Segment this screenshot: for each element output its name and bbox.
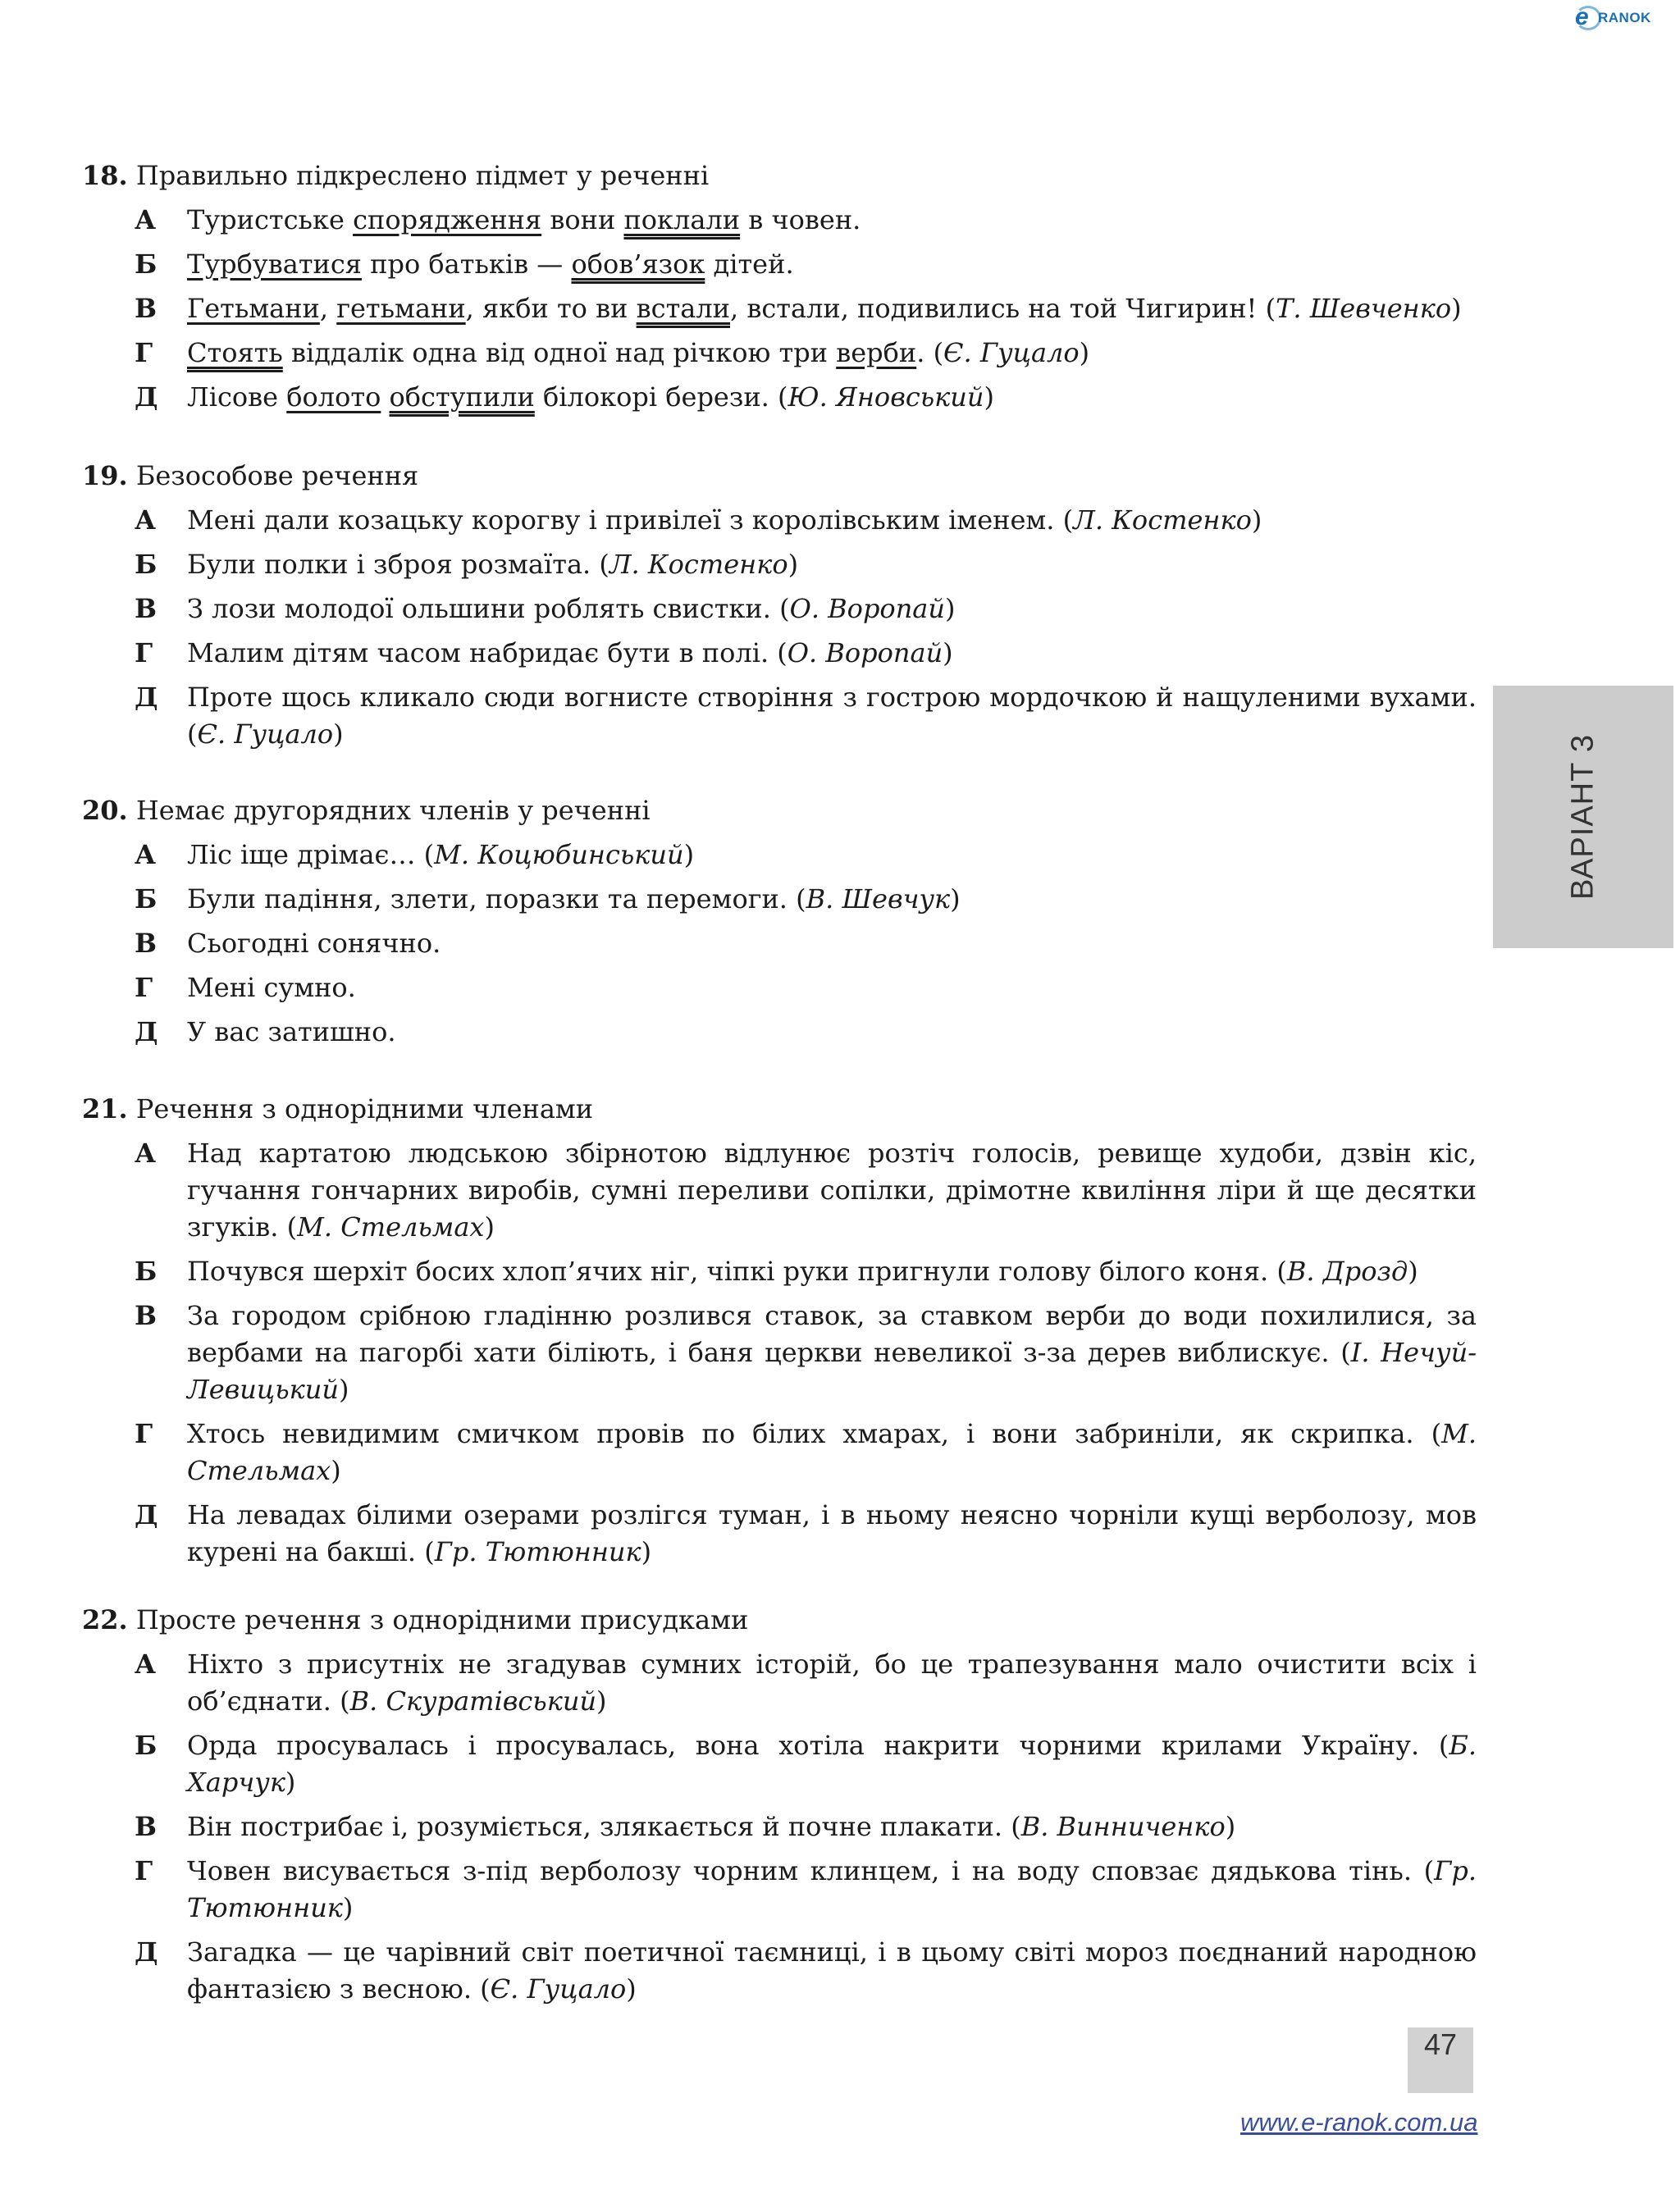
author-name: Гр. Тютюнник (434, 1536, 641, 1567)
option-a[interactable] (82, 502, 1477, 539)
option-c[interactable] (82, 1298, 1477, 1408)
option-text: Ліс іще дрімає… (М. Коцюбинський) (187, 839, 695, 870)
author-name: М. Коцюбинський (434, 839, 684, 870)
author-name: Л. Костенко (1073, 504, 1252, 536)
logo-text: RANOK (1598, 10, 1651, 25)
option-text: Турбуватися про батьків — обов’язок дітей. (187, 249, 794, 280)
option-b[interactable] (82, 1727, 1477, 1801)
option-text: Човен висувається з-під верболозу чорним клинцем, і на воду сповзає дядькова тінь. (Гр. Тютюнник) (187, 1855, 1477, 1923)
option-c[interactable] (82, 1808, 1477, 1845)
author-name: В. Скуратівський (349, 1685, 597, 1717)
option-text: Ніхто з присутніх не згадував сумних історій, бо це трапезування мало очистити всіх і об’єднати. (В. Скуратівський) (187, 1649, 1477, 1717)
question-text: Немає другорядних членів у реченні (135, 795, 651, 826)
option-letter: В (135, 1811, 158, 1842)
option-letter: В (135, 1300, 158, 1331)
author-name: Є. Гуцало (197, 718, 334, 750)
author-name: Є. Гуцало (490, 1973, 627, 2004)
option-letter: Д (135, 1016, 158, 1047)
author-name: Гр. Тютюнник (187, 1855, 1477, 1923)
author-name: О. Воропай (787, 637, 943, 668)
option-text: За городом срібною гладінню розлився ставок, за ставком верби до води похилилися, за вербами на пагорбі хати біліють, і баня церкви невеликої з-за дерев виблискує. (І. Нечуй-Левицький) (187, 1300, 1477, 1405)
author-name: Т. Шевченко (1276, 293, 1452, 324)
question-title (82, 458, 1477, 495)
option-b[interactable] (82, 546, 1477, 583)
option-d[interactable] (82, 1853, 1477, 1927)
question-22 (82, 1602, 1477, 2008)
double-underlined-word: обов’язок (571, 249, 705, 280)
option-letter: В (135, 593, 158, 624)
option-b[interactable] (82, 246, 1477, 283)
option-c[interactable] (82, 591, 1477, 627)
author-name: Ю. Яновський (788, 381, 984, 413)
option-letter: Б (135, 1256, 158, 1287)
variant-label: ВАРІАНТ 3 (1565, 733, 1600, 901)
option-e[interactable] (82, 679, 1477, 753)
author-name: В. Винниченко (1020, 1811, 1226, 1842)
question-title (82, 1602, 1477, 1639)
option-text: Хтось невидимим смичком провів по білих хмарах, і вони забриніли, як скрипка. (М. Стельмах) (187, 1418, 1477, 1486)
option-e[interactable] (82, 1014, 1477, 1051)
option-text: Були полки і зброя розмаїта. (Л. Костенко) (187, 549, 799, 580)
page-number-box (1408, 2027, 1473, 2093)
question-number: 18. (82, 160, 128, 191)
question-20 (82, 792, 1477, 1051)
option-text: Були падіння, злети, поразки та перемоги. (В. Шевчук) (187, 883, 961, 914)
option-letter: Г (135, 1855, 153, 1886)
option-text: Малим дітям часом набридає бути в полі. (О. Воропай) (187, 637, 953, 668)
option-letter: В (135, 928, 158, 959)
publisher-logo (1575, 3, 1673, 28)
option-a[interactable] (82, 202, 1477, 239)
question-number: 22. (82, 1604, 128, 1635)
option-text: У вас затишно. (187, 1016, 396, 1047)
page-number: 47 (1423, 2027, 1458, 2061)
question-19 (82, 458, 1477, 753)
author-name: В. Дрозд (1286, 1256, 1408, 1287)
question-title (82, 157, 1477, 194)
variant-side-tab (1493, 686, 1673, 948)
option-letter: Г (135, 637, 153, 668)
author-name: Л. Костенко (609, 549, 788, 580)
option-d[interactable] (82, 969, 1477, 1006)
option-text: Над картатою людською збірнотою відлунює розтіч голосів, ревище худоби, дзвін кіс, гучання гончарних виробів, сумні переливи сопілки, дрімотне квиління ліри й ще десятки згуків. (М. Стельмах) (187, 1138, 1477, 1243)
question-text: Речення з однорідними членами (135, 1093, 594, 1124)
option-letter: А (135, 504, 157, 536)
option-d[interactable] (82, 1416, 1477, 1489)
option-text: З лози молодої ольшини роблять свистки. (О. Воропай) (187, 593, 956, 624)
option-letter: А (135, 839, 157, 870)
option-letter: А (135, 1649, 157, 1680)
question-number: 19. (82, 460, 128, 491)
option-letter: Г (135, 972, 153, 1003)
option-e[interactable] (82, 1934, 1477, 2008)
option-a[interactable] (82, 1135, 1477, 1246)
author-name: Є. Гуцало (943, 337, 1080, 368)
single-underlined-word: Турбуватися (187, 249, 362, 280)
option-text: Туристське спорядження вони поклали в човен. (187, 204, 861, 235)
question-text: Правильно підкреслено підмет у реченні (135, 160, 710, 191)
single-underlined-word: спорядження (353, 204, 542, 235)
author-name: М. Стельмах (187, 1418, 1477, 1486)
double-underlined-word: поклали (623, 204, 741, 235)
option-text: Стоять віддалік одна від одної над річкою три верби. (Є. Гуцало) (187, 337, 1090, 368)
option-letter: Д (135, 1499, 158, 1530)
author-name: О. Воропай (789, 593, 945, 624)
single-underlined-word: верби (836, 337, 917, 368)
option-a[interactable] (82, 837, 1477, 873)
option-text: Загадка — це чарівний світ поетичної таємниці, і в цьому світі мороз поєднаний народною фантазією з весною. (Є. Гуцало) (187, 1936, 1477, 2004)
option-letter: Б (135, 883, 158, 914)
option-letter: Г (135, 1418, 153, 1449)
option-letter: Б (135, 249, 158, 280)
option-a[interactable] (82, 1646, 1477, 1720)
question-text: Просте речення з однорідними присудками (135, 1604, 749, 1635)
option-letter: Д (135, 1936, 158, 1968)
author-name: Б. Харчук (187, 1730, 1477, 1798)
option-c[interactable] (82, 290, 1477, 327)
single-underlined-word: гетьмани (336, 293, 466, 324)
single-underlined-word: болото (286, 381, 381, 413)
option-text: Орда просувалась і просувалась, вона хотіла накрити чорними крилами Україну. (Б. Харчук) (187, 1730, 1477, 1798)
option-b[interactable] (82, 881, 1477, 918)
option-d[interactable] (82, 335, 1477, 372)
option-d[interactable] (82, 635, 1477, 672)
double-underlined-word: встали (636, 293, 730, 324)
option-text: Гетьмани, гетьмани, якби то ви встали, встали, подивились на той Чигирин! (Т. Шевченко) (187, 293, 1462, 324)
option-c[interactable] (82, 925, 1477, 962)
option-letter: Д (135, 682, 158, 713)
option-text: Сьогодні сонячно. (187, 928, 441, 959)
single-underlined-word: Гетьмани (187, 293, 320, 324)
double-underlined-word: обступили (389, 381, 535, 413)
author-name: В. Шевчук (806, 883, 951, 914)
author-name: І. Нечуй-Левицький (187, 1337, 1477, 1405)
option-e[interactable] (82, 379, 1477, 416)
question-text: Безособове речення (135, 460, 419, 491)
question-18 (82, 157, 1477, 416)
option-letter: В (135, 293, 158, 324)
option-letter: А (135, 1138, 157, 1169)
option-letter: А (135, 204, 157, 235)
logo-e: e (1575, 3, 1589, 30)
option-text: Мені сумно. (187, 972, 356, 1003)
option-letter: Б (135, 549, 158, 580)
option-text: На левадах білими озерами розлігся туман, і в ньому неясно чорніли кущі верболозу, мов курені на бакші. (Гр. Тютюнник) (187, 1499, 1477, 1567)
option-letter: Д (135, 381, 158, 413)
option-e[interactable] (82, 1497, 1477, 1571)
question-number: 21. (82, 1093, 128, 1124)
option-text: Почувся шерхіт босих хлоп’ячих ніг, чіпкі руки пригнули голову білого коня. (В. Дрозд) (187, 1256, 1418, 1287)
option-text: Мені дали козацьку корогву і привілеї з королівським іменем. (Л. Костенко) (187, 504, 1262, 536)
option-letter: Б (135, 1730, 158, 1761)
question-title (82, 792, 1477, 829)
question-21 (82, 1091, 1477, 1571)
option-letter: Г (135, 337, 153, 368)
author-name: М. Стельмах (297, 1211, 485, 1243)
website-link[interactable]: www.e-ranok.com.ua (1240, 2108, 1478, 2137)
option-b[interactable] (82, 1253, 1477, 1290)
question-title (82, 1091, 1477, 1128)
option-text: Лісове болото обступили білокорі берези. (Ю. Яновський) (187, 381, 994, 413)
double-underlined-word: Стоять (187, 337, 283, 368)
option-text: Проте щось кликало сюди вогнисте створіння з гострою мордочкою й нащуленими вухами. (Є. Гуцало) (187, 682, 1477, 750)
option-text: Він пострибає і, розуміється, злякається й почне плакати. (В. Винниченко) (187, 1811, 1236, 1842)
question-number: 20. (82, 795, 128, 826)
